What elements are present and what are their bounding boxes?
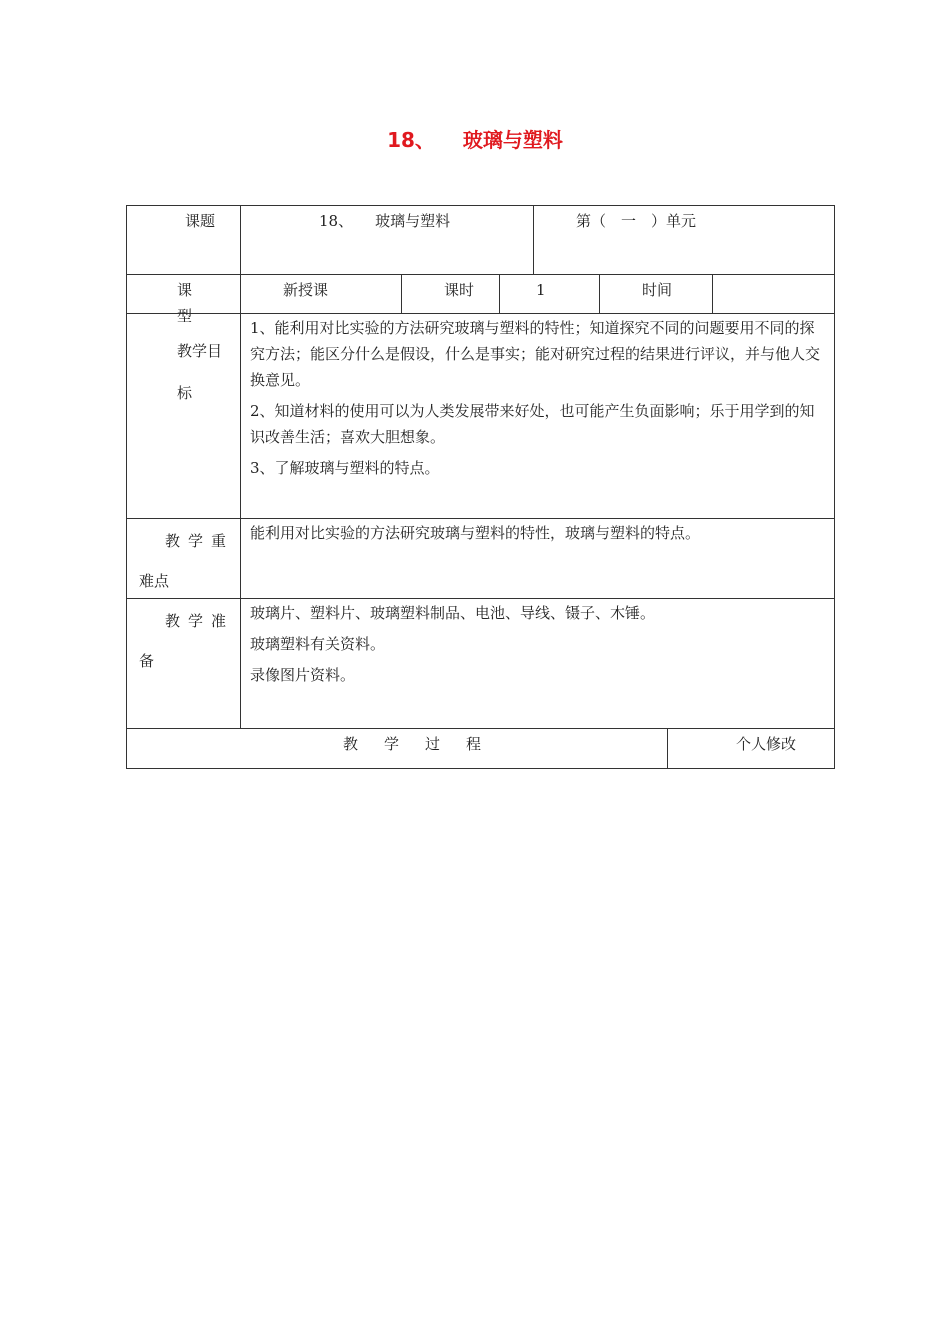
key-points-label-line2: 难点 xyxy=(139,572,170,590)
topic-value: 玻璃与塑料 xyxy=(375,212,451,230)
key-points-text: 能利用对比实验的方法研究玻璃与塑料的特性，玻璃与塑料的特点。 xyxy=(250,524,701,542)
goal-item: 3、了解玻璃与塑料的特点。 xyxy=(250,459,440,477)
key-points-content xyxy=(241,519,834,598)
key-points-label xyxy=(127,519,241,598)
hours-value: 1 xyxy=(500,275,600,313)
goal-item: 2、知道材料的使用可以为人类发展带来好处，也可能产生负面影响；乐于用学到的知识改善生活；喜欢大胆想象。 xyxy=(250,402,815,446)
prep-label-line2: 备 xyxy=(139,652,155,670)
topic-row xyxy=(127,206,834,275)
goals-row xyxy=(127,314,834,519)
prep-content xyxy=(241,599,834,728)
process-row xyxy=(127,729,834,768)
title-text: 玻璃与塑料 xyxy=(462,128,563,152)
type-value: 新授课 xyxy=(241,275,402,313)
process-label: 教学过程 xyxy=(343,735,508,753)
unit-value: 第（ 一 ）单元 xyxy=(576,212,697,230)
hours-label: 课时 xyxy=(402,275,500,313)
process-label-cell xyxy=(127,729,668,768)
prep-label-line1: 教学准 xyxy=(164,612,234,630)
topic-cell xyxy=(241,206,534,274)
key-points-label-line1: 教学重 xyxy=(164,532,234,550)
goal-item: 1、能利用对比实验的方法研究玻璃与塑料的特性；知道探究不同的问题要用不同的探究方法；能区分什么是假设，什么是事实；能对研究过程的结果进行评议，并与他人交换意见。 xyxy=(250,319,821,389)
goals-content xyxy=(241,314,834,518)
page-title xyxy=(0,124,950,153)
prep-item: 玻璃塑料有关资料。 xyxy=(250,635,386,653)
prep-row xyxy=(127,599,834,729)
lesson-plan-table xyxy=(126,205,835,769)
prep-label xyxy=(127,599,241,728)
time-label: 时间 xyxy=(600,275,713,313)
time-value xyxy=(713,275,834,313)
key-points-row xyxy=(127,519,834,599)
prep-item: 玻璃片、塑料片、玻璃塑料制品、电池、导线、镊子、木锤。 xyxy=(250,604,656,622)
title-number: 18、 xyxy=(387,128,435,152)
type-row xyxy=(127,275,834,325)
topic-number: 18、 xyxy=(319,212,354,230)
type-label: 课 型 xyxy=(127,275,241,313)
goals-label: 教学目标 xyxy=(127,314,241,518)
revise-label: 个人修改 xyxy=(736,735,797,753)
prep-item: 录像图片资料。 xyxy=(250,666,356,684)
topic-label: 课题 xyxy=(127,206,241,274)
